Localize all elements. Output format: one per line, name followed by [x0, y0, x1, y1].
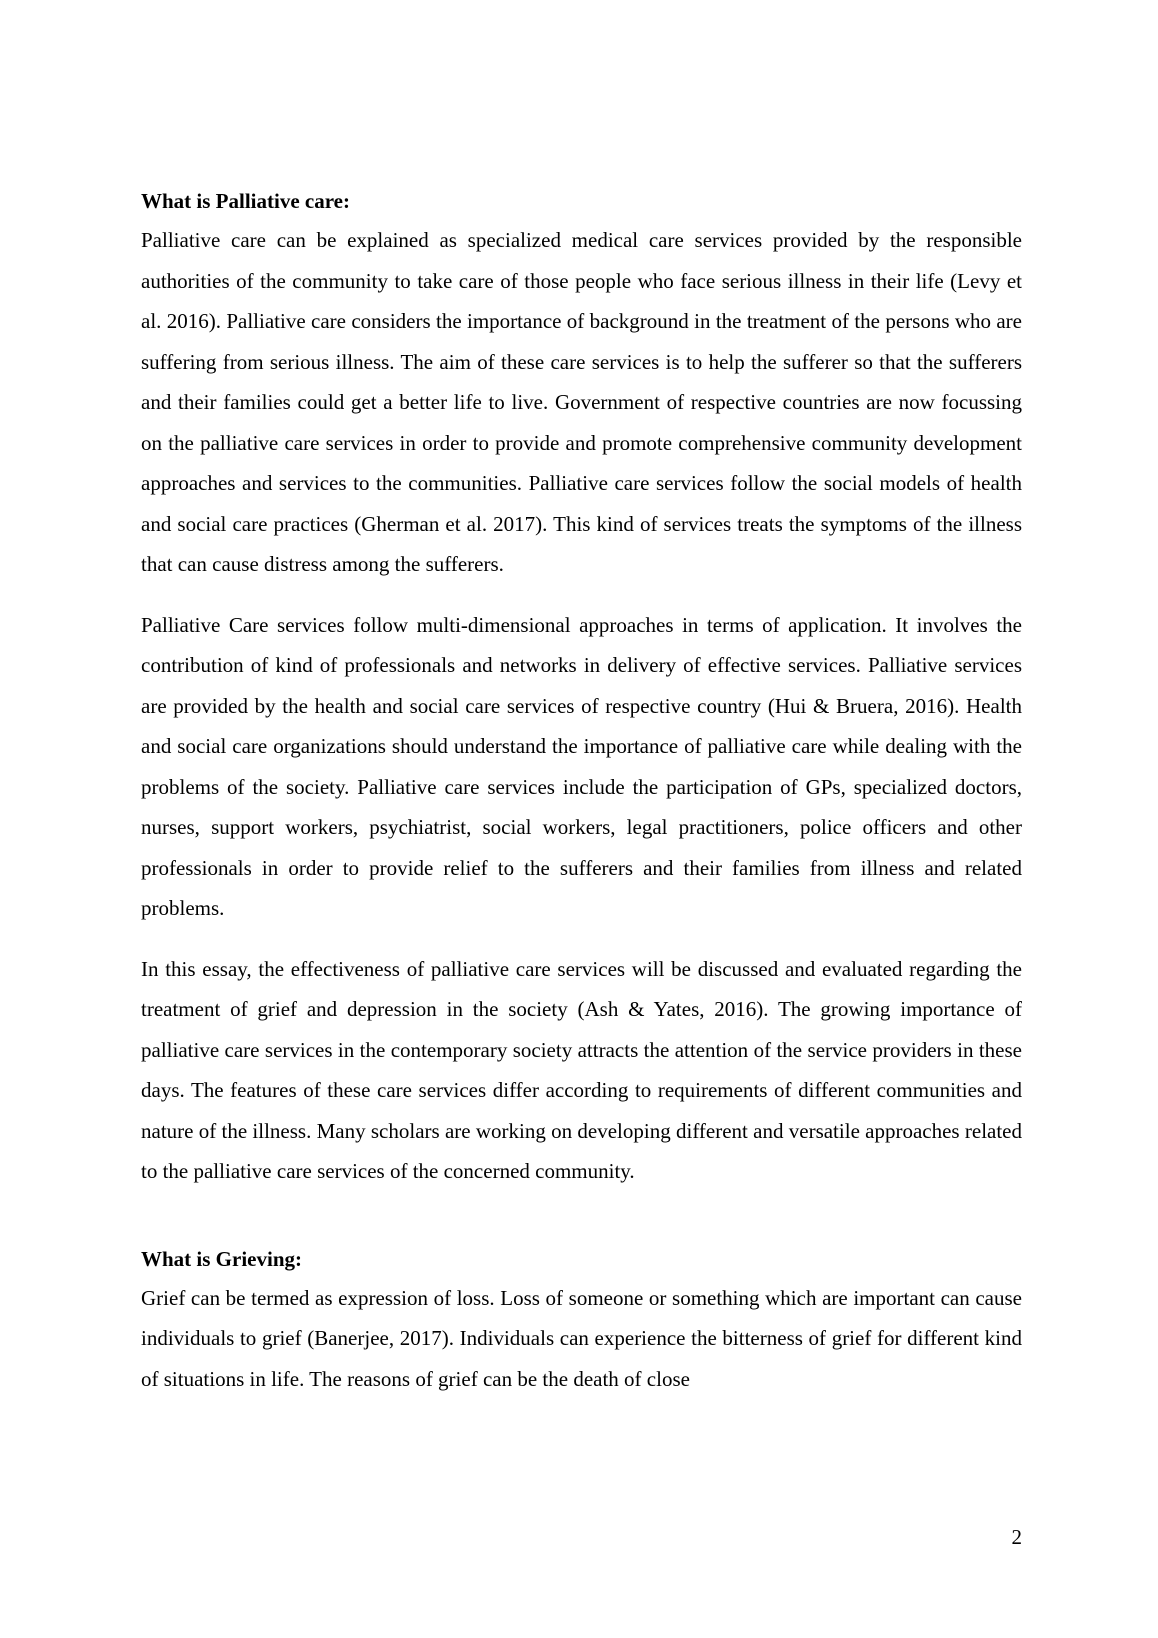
body-paragraph: Palliative care can be explained as specialized medical care services provided by the responsible authorities of the community to take care of those people who face serious illness in their life (Levy et al. 2016). Palliative care considers the importance of background in the treatment of the persons who are suffering from serious illness. The aim of these care services is to help the sufferer so that the sufferers and their families could get a better life to live. Government of respective countries are now focussing on the palliative care services in order to provide and promote comprehensive community development approaches and services to the communities. Palliative care services follow the social models of health and social care practices (Gherman et al. 2017). This kind of services treats the symptoms of the illness that can cause distress among the sufferers. — [141, 228, 1022, 576]
body-paragraph: In this essay, the effectiveness of palliative care services will be discussed and evaluated regarding the treatment of grief and depression in the society (Ash & Yates, 2016). The growing importance of palliative care services in the contemporary society attracts the attention of the service providers in these days. The features of these care services differ according to requirements of different communities and nature of the illness. Many scholars are working on developing different and versatile approaches related to the palliative care services of the concerned community. — [141, 956, 1022, 1183]
section-heading: What is Grieving: — [141, 1246, 302, 1271]
page-body — [141, 186, 1022, 1399]
page-number: 2 — [1011, 1525, 1022, 1549]
body-paragraph: Grief can be termed as expression of loss. Loss of someone or something which are important can cause individuals to grief (Banerjee, 2017). Individuals can experience the bitterness of grief for different kind of situations in life. The reasons of grief can be the death of close — [141, 1285, 1022, 1391]
section-palliative-care — [141, 186, 1022, 1192]
body-paragraph: Palliative Care services follow multi-dimensional approaches in terms of application. It involves the contribution of kind of professionals and networks in delivery of effective services. Palliative services are provided by the health and social care services of respective country (Hui & Bruera, 2016). Health and social care organizations should understand the importance of palliative care while dealing with the problems of the society. Palliative care services include the participation of GPs, specialized doctors, nurses, support workers, psychiatrist, social workers, legal practitioners, police officers and other professionals in order to provide relief to the sufferers and their families from illness and related problems. — [141, 612, 1022, 920]
section-heading: What is Palliative care: — [141, 189, 350, 213]
section-grieving — [141, 1244, 1022, 1400]
